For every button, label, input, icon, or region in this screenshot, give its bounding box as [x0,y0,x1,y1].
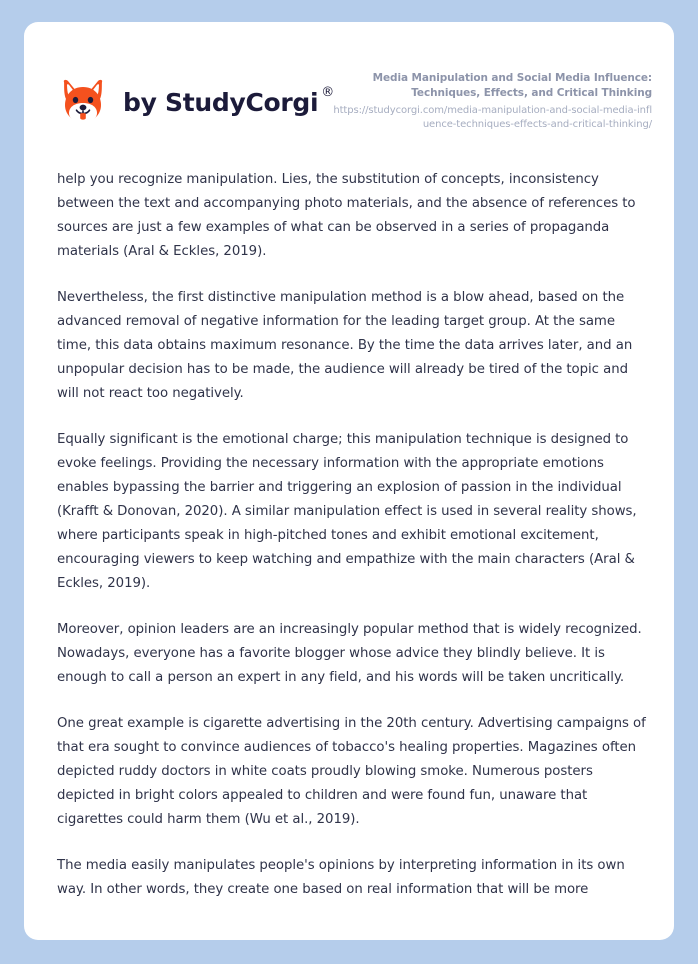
document-url[interactable]: https://studycorgi.com/media-manipulation-and-social-media-influence-techniques-effects-and-critical-thinking/ [333,104,652,130]
body-paragraph: One great example is cigarette advertising in the 20th century. Advertising campaigns of that era sought to convince audiences of tobacco's healing properties. Magazines often depicted ruddy doctors in white coats proudly blowing smoke. Numerous posters depicted in bright colors appealed to children and were found fun, unaware that cigarettes could harm them (Wu et al., 2019). [57,716,646,828]
header-meta [332,68,652,132]
document-title: Media Manipulation and Social Media Influence: Techniques, Effects, and Critical Thinking [372,72,652,99]
body-paragraph: Nevertheless, the first distinctive manipulation method is a blow ahead, based on the advanced removal of negative information for the leading target group. At the same time, this data obtains maximum resonance. By the time the data arrives later, and an unpopular decision has to be made, the audience will already be tired of the topic and will not react too negatively. [57,290,633,402]
body-paragraph: Equally significant is the emotional charge; this manipulation technique is designed to evoke feelings. Providing the necessary information with the appropriate emotions enables bypassing the barrier and triggering an explosion of passion in the individual (Krafft & Donovan, 2020). A similar manipulation effect is used in several reality shows, where participants speak in high-pitched tones and exhibit emotional excitement, encouraging viewers to keep watching and empathize with the main characters (Aral & Eckles, 2019). [57,432,637,592]
document-header [24,22,674,132]
brand-wordmark-text: by StudyCorgi [123,87,319,117]
corgi-head-logo-icon [57,76,109,128]
body-paragraph: The media easily manipulates people's opinions by interpreting information in its own way. In other words, they create one based on real information that will be more [57,858,625,898]
body-paragraph: Moreover, opinion leaders are an increasingly popular method that is widely recognized. Nowadays, everyone has a favorite blogger whose advice they blindly believe. It is enough to call a person an expert in any field, and his words will be taken uncritically. [57,622,642,686]
document-body [24,132,674,902]
brand-wordmark [123,84,334,117]
body-paragraph: help you recognize manipulation. Lies, the substitution of concepts, inconsistency between the text and accompanying photo materials, and the absence of references to sources are just a few examples of what can be observed in a series of propaganda materials (Aral & Eckles, 2019). [57,172,636,260]
registered-trademark-icon: ® [321,84,334,100]
brand-block [57,68,334,128]
document-page-card [24,22,674,940]
